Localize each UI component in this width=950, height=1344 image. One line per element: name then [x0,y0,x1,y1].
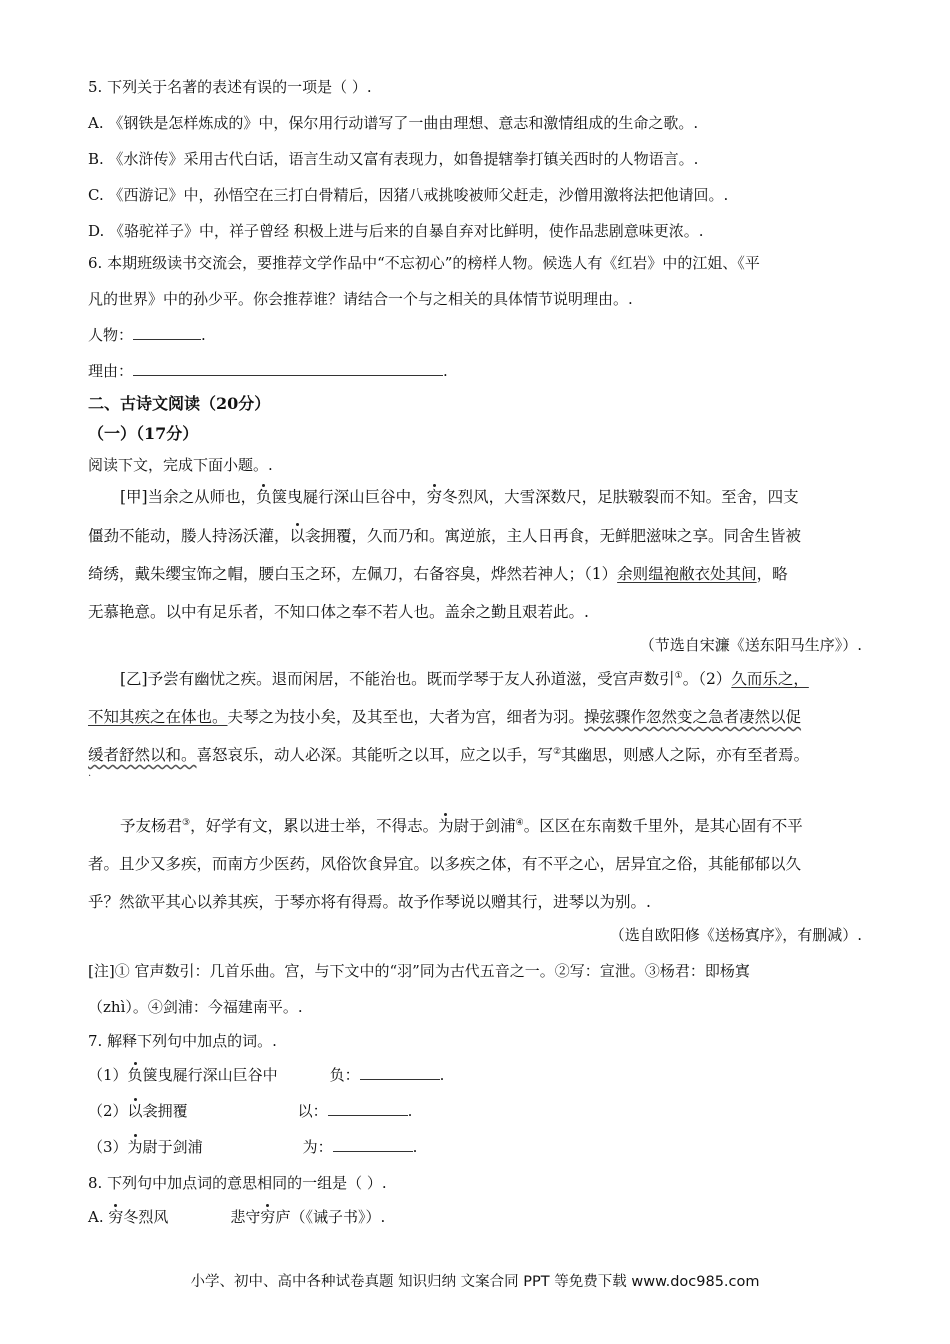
q7-blank-3[interactable] [333,1137,413,1152]
q8-option-a: A. 穷冬烈风 悲守穷庐（《诫子书》）. [88,1208,386,1226]
yi-p2-line-3: 乎？然欲平其心以养其疾，于琴亦将有得焉。故予作琴说以赠其行，进琴以为别。. [88,893,651,911]
jia-line-4: 无慕艳意。以中有足乐者，不知口体之奉不若人也。盖余之勤且艰若此。. [88,603,589,621]
yi-line-3: 缓者舒然以和。喜怒哀乐，动人必深。其能听之以耳，应之以手，写②其幽思，则感人之际，亦有至者焉。 [88,746,810,764]
reading-instruction: 阅读下文，完成下面小题。. [88,456,273,474]
q8-stem: 8. 下列句中加点词的意思相同的一组是（ ）. [88,1174,387,1192]
yi-line-1: [乙]予尝有幽忧之疾。退而闲居，不能治也。既而学琴于友人孙道滋，受宫声数引①。（2）久而乐之， [120,670,809,688]
underlined-sentence-2b: 不知其疾之在体也。 [88,708,228,726]
dotted-char: 穷 [260,1208,276,1226]
exam-page: 5. 下列关于名著的表述有误的一项是（ ）. A. 《钢铁是怎样炼成的》中，保尔用行动谱写了一曲由理想、意志和激情组成的生命之歌。. B. 《水浒传》采用古代白话，语言生动又富有表现力，如鲁提辖拳打镇关西时的人物语言。. C. 《西游记》中，孙悟空在三打白骨精后，因猪八戒挑唆被师父赶走，沙僧用激将法把他请回。. D. 《骆驼祥子》中，祥子曾经 积极上进与后来的自暴自弃对比鲜明，使作品悲剧意味更浓。. 6. 本期班级读书交流会，要推荐文学作品中“不忘初心”的榜样人物。候选人有《红岩》中的江姐、《平 凡的世界》中的孙少平。你会推荐谁？请结合一个与之相关的具体情节说明理由。. 人物： . 理由： . 二、古诗文阅读（20分） （一）（17分） 阅读下文，完成下面小题。. [甲]当余之从师也，负箧曳屣行深山巨谷中，穷冬烈风，大雪深数尺，足肤皲裂而不知。至舍，四支 僵劲不能动，媵人持汤沃灌，以衾拥覆，久而乃和。寓逆旅，主人日再食，无鲜肥滋味之享。同舍生皆被 绮绣，戴朱缨宝饰之帽，腰白玉之环，左佩刀，右备容臭，烨然若神人；（1）余则缊袍敝衣处其间，略 无慕艳意。以中有足乐者，不知口体之奉不若人也。盖余之勤且艰若此。. （节选自宋濂《送东阳马生序》）. [乙]予尝有幽忧之疾。退而闲居，不能治也。既而学琴于友人孙道滋，受宫声数引①。（2）久而乐之， 不知其疾之在体也。夫琴之为技小矣，及其至也，大者为宫，细者为羽。操弦骤作忽然变之急者凄然以促 缓者舒然以和。喜怒哀乐，动人必深。其能听之以耳，应之以手，写②其幽思，则感人之际，亦有至者焉。 . 予友杨君③，好学有文，累以进士举，不得志。为尉于剑浦④。区区在东南数千里外，是其心固有不平 者。且少又多疾，而南方少医药，风俗饮食异宜。以多疾之体，有不平之心，居异宜之俗，其能郁郁以久 乎？然欲平其心以养其疾，于琴亦将有得焉。故予作琴说以赠其行，进琴以为别。. （选自欧阳修《送杨寘序》，有删减）. [注]① 官声数引：几首乐曲。宫，与下文中的“羽”同为古代五音之一。②写：宣泄。③杨君：即杨寘 （zhì）。④剑浦：今福建南平。. 7. 解释下列句中加点的词。. （1）负箧曳屣行深山巨谷中 负： . （2）以衾拥覆 以： . （3）为尉于剑浦 为： . 8. 下列句中加点词的意思相同的一组是（ ）. A. 穷冬烈风 悲守穷庐（《诫子书》）. 小学、初中、高中各种试卷真题 知识归纳 文案合同 PPT 等免费下载 www.doc985.com [0,0,950,1344]
q5-option-c: C. 《西游记》中，孙悟空在三打白骨精后，因猪八戒挑唆被师父赶走，沙僧用激将法把他请回。. [88,186,729,204]
jia-line-2: 僵劲不能动，媵人持汤沃灌，以衾拥覆，久而乃和。寓逆旅，主人日再食，无鲜肥滋味之享。同舍生皆被 [88,527,802,545]
section-2-sub: （一）（17分） [88,424,199,443]
dotted-char: 为 [127,1138,143,1156]
q7-blank-2[interactable] [328,1101,408,1116]
dotted-char: 为 [438,817,454,835]
underlined-sentence-2a: 久而乐之， [731,670,809,688]
dotted-char: 负 [256,488,272,506]
q6-reason-row: 理由： . [88,362,448,380]
q6-reason-label: 理由： [88,362,134,380]
jia-line-3: 绮绣，戴朱缨宝饰之帽，腰白玉之环，左佩刀，右备容臭，烨然若神人；（1）余则缊袍敝衣处其间，略 [88,565,788,583]
q6-line-2: 凡的世界》中的孙少平。你会推荐谁？请结合一个与之相关的具体情节说明理由。. [88,290,633,308]
q6-person-row: 人物： . [88,326,206,344]
jia-line-1: [甲]当余之从师也，负箧曳屣行深山巨谷中，穷冬烈风，大雪深数尺，足肤皲裂而不知。至舍，四支 [120,488,799,506]
yi-p2-line-1: 予友杨君③，好学有文，累以进士举，不得志。为尉于剑浦④。区区在东南数千里外，是其心固有不平 [120,817,803,835]
q5-option-a: A. 《钢铁是怎样炼成的》中，保尔用行动谱写了一曲由理想、意志和激情组成的生命之歌。. [88,114,699,132]
notes-line-1: [注]① 官声数引：几首乐曲。宫，与下文中的“羽”同为古代五音之一。②写：宣泄。③杨君：即杨寘 [88,962,750,980]
q5-option-b: B. 《水浒传》采用古代白话，语言生动又富有表现力，如鲁提辖拳打镇关西时的人物语言。. [88,150,699,168]
dotted-char: 穷 [108,1208,124,1226]
dotted-char: 以 [289,527,306,545]
wavy-sentence-a: 操弦骤作忽然变之急者凄然以促 [584,708,802,726]
jia-source: （节选自宋濂《送东阳马生序》）. [639,636,862,654]
q6-line-1: 6. 本期班级读书交流会，要推荐文学作品中“不忘初心”的榜样人物。候选人有《红岩》中的江姐、《平 [88,254,760,272]
yi-line-2: 不知其疾之在体也。夫琴之为技小矣，及其至也，大者为宫，细者为羽。操弦骤作忽然变之急者凄然以促 [88,708,802,726]
wavy-sentence-b: 缓者舒然以和。 [88,746,197,764]
q7-item-1: （1）负箧曳屣行深山巨谷中 负： . [88,1066,445,1084]
underlined-sentence-1: 余则缊袍敝衣处其间 [617,565,757,583]
section-2-title: 二、古诗文阅读（20分） [88,394,271,413]
q6-reason-blank[interactable] [133,361,443,376]
q5-stem: 5. 下列关于名著的表述有误的一项是（ ）. [88,78,372,96]
q6-person-blank[interactable] [133,325,201,340]
dotted-char: 穷 [426,488,443,506]
dotted-char: 负 [127,1066,143,1084]
notes-line-2: （zhì）。④剑浦：今福建南平。. [88,998,303,1016]
q7-stem: 7. 解释下列句中加点的词。. [88,1032,277,1050]
q5-option-d: D. 《骆驼祥子》中，祥子曾经 积极上进与后来的自暴自弃对比鲜明，使作品悲剧意味更浓。. [88,222,704,240]
q7-blank-1[interactable] [360,1065,440,1080]
q7-item-2: （2）以衾拥覆 以： . [88,1102,413,1120]
page-footer: 小学、初中、高中各种试卷真题 知识归纳 文案合同 PPT 等免费下载 www.doc985.com [190,1274,760,1290]
dotted-char: 以 [127,1102,143,1120]
q7-item-3: （3）为尉于剑浦 为： . [88,1138,418,1156]
yi-p2-line-2: 者。且少又多疾，而南方少医药，风俗饮食异宜。以多疾之体，有不平之心，居异宜之俗，其能郁郁以久 [88,855,802,873]
q6-person-label: 人物： [88,326,134,344]
yi-source: （选自欧阳修《送杨寘序》，有删减）. [609,926,862,944]
